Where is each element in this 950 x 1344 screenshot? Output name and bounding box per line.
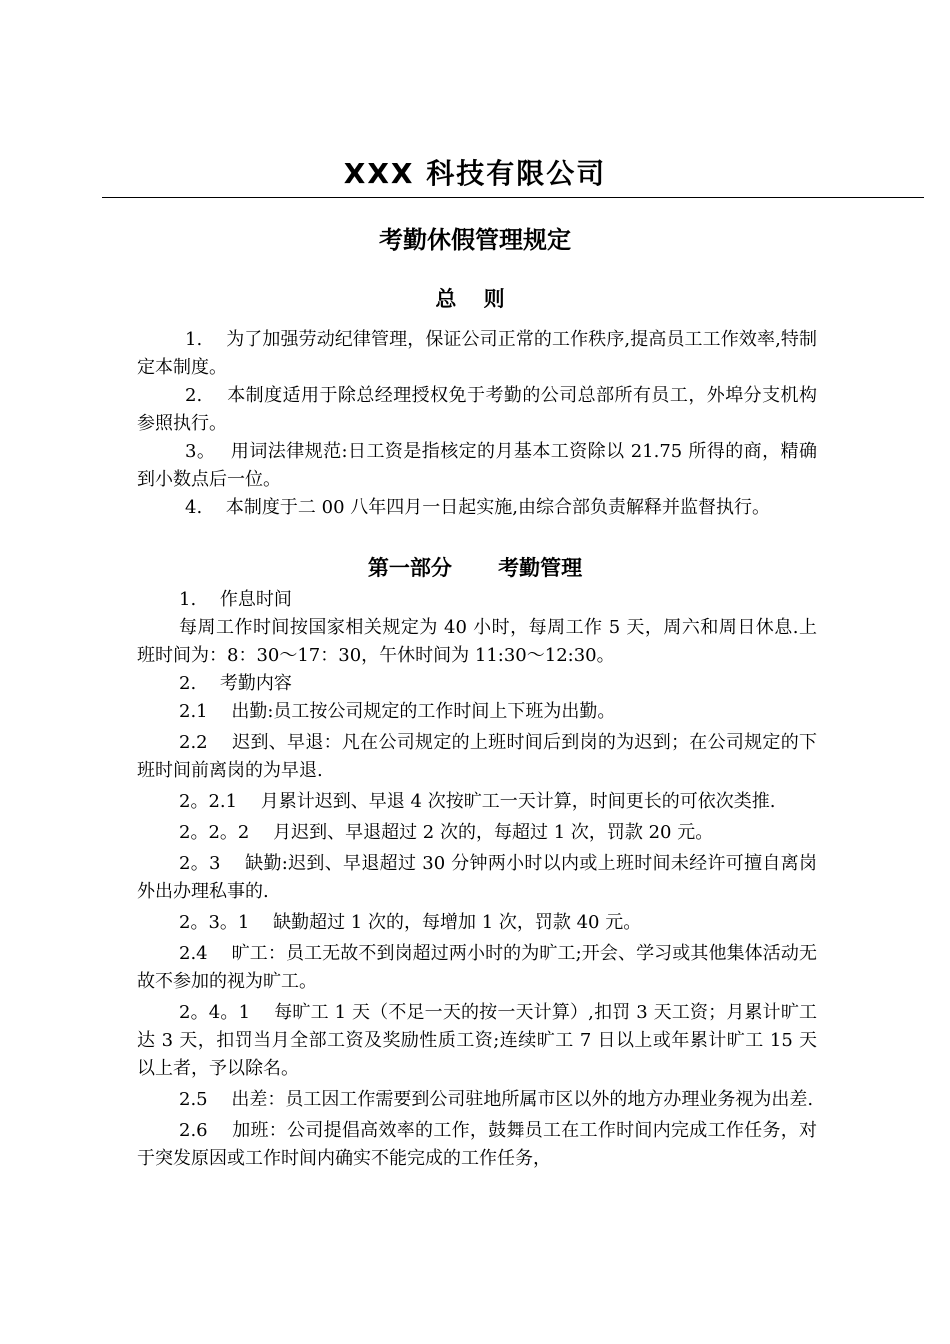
part1-item: 2.4 旷工：员工无故不到岗超过两小时的为旷工;开会、学习或其他集体活动无故不参加的视为旷工。 <box>137 943 817 992</box>
part1-item: 2。3 缺勤:迟到、早退超过 30 分钟两小时以内或上班时间未经许可擅自离岗外出办理私事的. <box>137 853 817 902</box>
section-heading-general: 总 则 <box>435 287 515 311</box>
part1-item: 2。2。2 月迟到、早退超过 2 次的，每超过 1 次，罚款 20 元。 <box>179 822 714 843</box>
part1-item: 2。4。1 每旷工 1 天（不足一天的按一天计算）,扣罚 3 天工资；月累计旷工达 3 天，扣罚当月全部工资及奖励性质工资;连续旷工 7 日以上或年累计旷工 15 天以上者，予以除名。 <box>137 1002 817 1079</box>
document-title: 考勤休假管理规定 <box>379 226 571 254</box>
part1-item: 2. 考勤内容 <box>179 673 292 694</box>
section-heading-attendance: 第一部分 考勤管理 <box>367 556 583 580</box>
part1-item: 每周工作时间按国家相关规定为 40 小时，每周工作 5 天，周六和周日休息.上班时间为：8：30～17：30，午休时间为 11:30～12:30。 <box>137 617 817 666</box>
general-item: 1. 为了加强劳动纪律管理，保证公司正常的工作秩序,提高员工工作效率,特制定本制度。 <box>137 329 817 378</box>
general-item: 2. 本制度适用于除总经理授权免于考勤的公司总部所有员工，外埠分支机构参照执行。 <box>137 385 817 434</box>
part1-item: 2.6 加班：公司提倡高效率的工作，鼓舞员工在工作时间内完成工作任务，对于突发原因或工作时间内确实不能完成的工作任务， <box>137 1120 817 1169</box>
general-item: 4. 本制度于二 00 八年四月一日起实施,由综合部负责解释并监督执行。 <box>185 497 770 518</box>
part1-item: 2。3。1 缺勤超过 1 次的，每增加 1 次，罚款 40 元。 <box>179 912 642 933</box>
company-name: XXX 科技有限公司 <box>343 157 607 190</box>
part1-item: 2.1 出勤:员工按公司规定的工作时间上下班为出勤。 <box>179 701 616 722</box>
part1-item: 2.2 迟到、早退：凡在公司规定的上班时间后到岗的为迟到；在公司规定的下班时间前离岗的为早退. <box>137 732 817 781</box>
header-divider <box>102 197 924 198</box>
part1-item: 2.5 出差：员工因工作需要到公司驻地所属市区以外的地方办理业务视为出差. <box>179 1089 814 1110</box>
part1-item: 2。2.1 月累计迟到、早退 4 次按旷工一天计算，时间更长的可依次类推. <box>179 791 776 812</box>
general-item: 3。 用词法律规范:日工资是指核定的月基本工资除以 21.75 所得的商，精确到小数点后一位。 <box>137 441 817 490</box>
document-body <box>137 326 817 1173</box>
part1-item: 1. 作息时间 <box>179 589 292 610</box>
